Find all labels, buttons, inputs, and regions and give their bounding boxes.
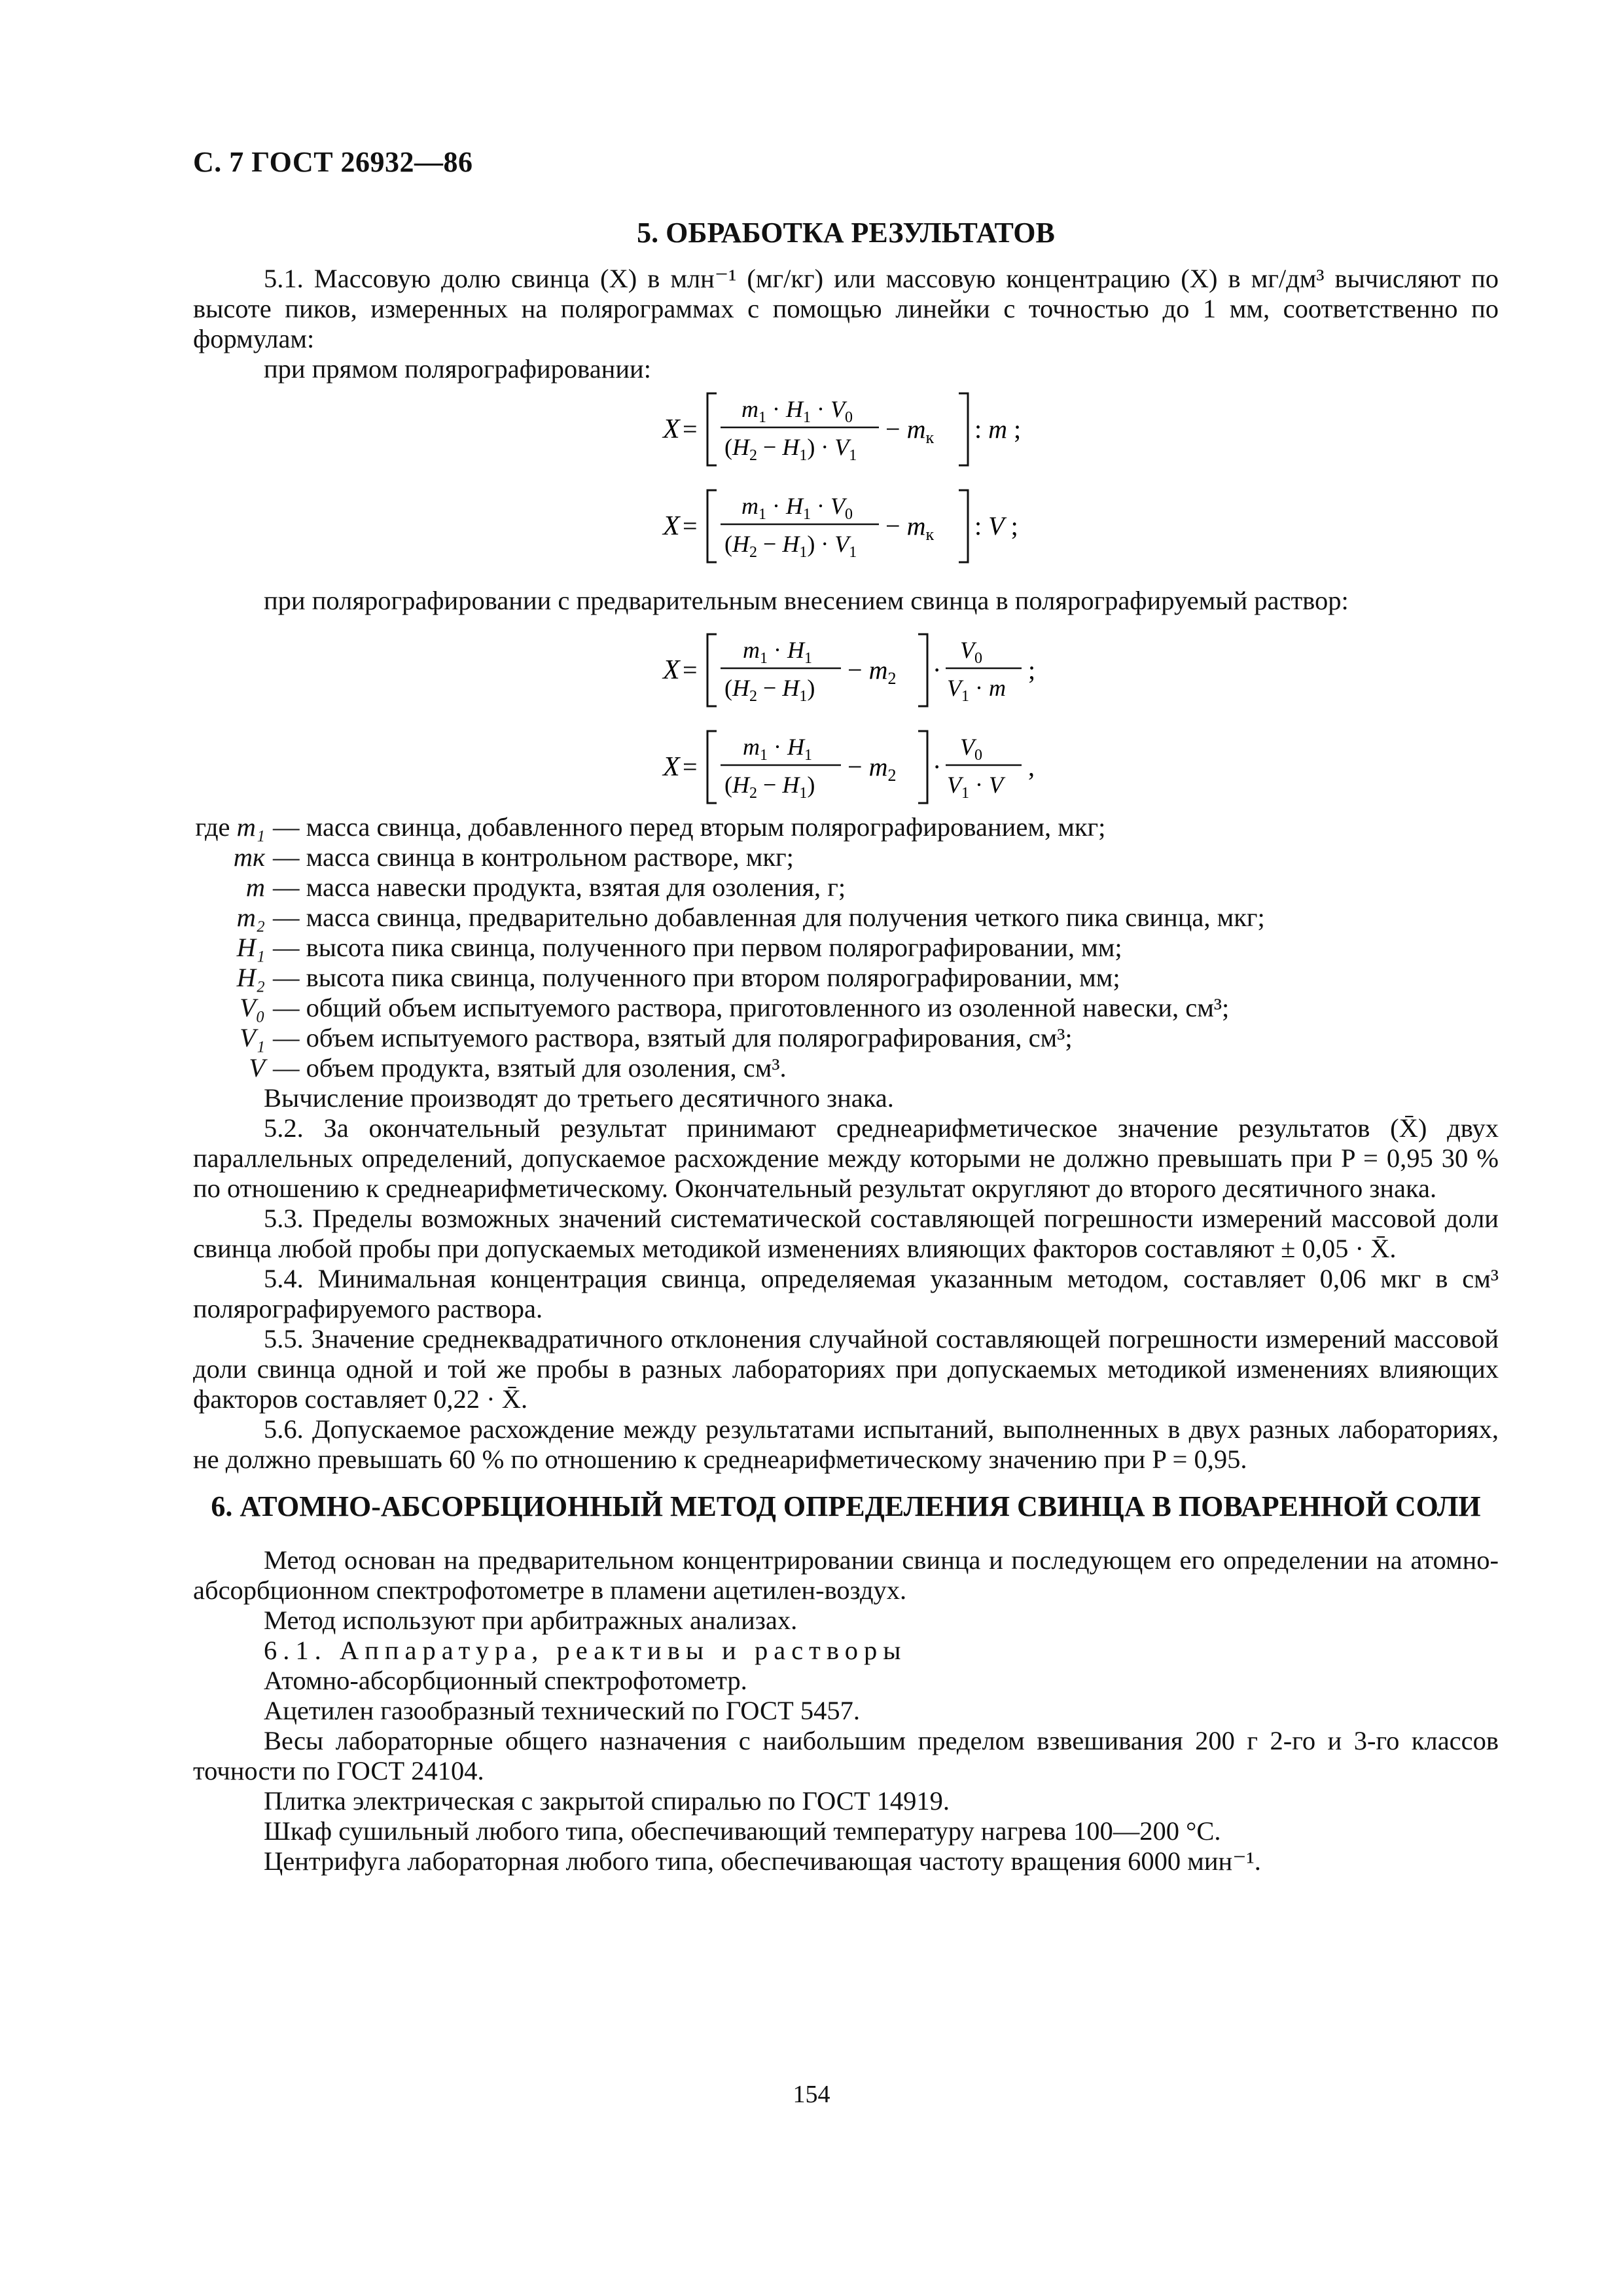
definition-text: — общий объем испытуемого раствора, приготовленного из озоленной навески, см³; (273, 993, 1230, 1022)
subsection-6-1-title: 6.1. Аппаратура, реактивы и растворы (264, 1636, 907, 1665)
paragraph-5-4: 5.4. Минимальная концентрация свинца, определяемая указанным методом, составляет 0,06 мкг в см³ полярографируемого раствора. (193, 1264, 1499, 1323)
svg-text:− m2: − $m_2$ (847, 655, 897, 688)
svg-text:·: · (933, 655, 942, 685)
definition-item (193, 842, 1499, 872)
definition-item (193, 903, 1499, 933)
definition-item (193, 812, 1499, 842)
svg-text:X: X (663, 655, 680, 685)
definition-text: — масса свинца, предварительно добавленная для получения четкого пика свинца, мкг; (273, 903, 1265, 932)
page-header: С. 7 ГОСТ 26932—86 (193, 146, 473, 178)
method-description: Метод основан на предварительном концентрировании свинца и последующем его определении на атомно-абсорбционном спектрофотометре в пламени ацетилен-воздух. (193, 1545, 1499, 1605)
definition-item (193, 1023, 1499, 1053)
svg-text:V1 · V: $V_1 \cdot V$ (947, 772, 1003, 802)
svg-text:(H2 − H1) · V1: $(H_2 - H_1) \cdot V_1$ (724, 531, 857, 561)
equipment-item: Ацетилен газообразный технический по ГОСТ 5457. (264, 1696, 861, 1725)
equipment-item: Плитка электрическая с закрытой спиралью по ГОСТ 14919. (264, 1786, 950, 1816)
paragraph-5-5: 5.5. Значение среднеквадратичного отклонения случайной составляющей погрешности измерений массовой доли свинца одной и той же пробы в разных лабораториях при допускаемых методикой изменениях влияющих факторов составляет 0,22 · X̄. (193, 1324, 1499, 1414)
svg-text:;: ; (1028, 655, 1036, 685)
formula-preliminary-per-mass (193, 625, 1499, 710)
equipment-item: Весы лабораторные общего назначения с наибольшим пределом взвешивания 200 г 2-го и 3-го классов точности по ГОСТ 24104. (193, 1726, 1499, 1785)
equipment-item: Атомно-абсорбционный спектрофотометр. (264, 1666, 747, 1695)
definition-text: — масса свинца, добавленного перед вторым полярографированием, мкг; (273, 812, 1106, 842)
symbol-definitions (193, 812, 1499, 1083)
svg-text:− m2: − $m_2$ (847, 752, 897, 785)
definition-text: — масса свинца в контрольном растворе, мкг; (273, 842, 794, 872)
definition-text: — объем продукта, взятый для озоления, см³. (273, 1053, 787, 1083)
svg-text:=: = (683, 414, 698, 444)
svg-text:(H2 − H1) · V1: $(H_2 - H_1) \cdot V_1$ (724, 434, 857, 464)
section-6-title: 6. АТОМНО-АБСОРБЦИОННЫЙ МЕТОД ОПРЕДЕЛЕНИЯ СВИНЦА В ПОВАРЕННОЙ СОЛИ (211, 1490, 1481, 1522)
paragraph-5-6: 5.6. Допускаемое расхождение между результатами испытаний, выполненных в двух разных лабораториях, не должно превышать 60 % по отношению к среднеарифметическому значению при P = 0,95. (193, 1414, 1499, 1474)
svg-text:X: X (663, 511, 680, 541)
definition-item (193, 933, 1499, 963)
definition-symbol: mк (233, 842, 265, 872)
formula-preliminary-per-volume (193, 722, 1499, 807)
svg-text:− mк: − $m_к$ (885, 511, 935, 544)
paragraph-5-1: 5.1. Массовую долю свинца (X) в млн⁻¹ (мг/кг) или массовую концентрацию (X) в мг/дм³ вычисляют по высоте пиков, измеренных на полярограммах с помощью линейки с точностью до 1 мм, соответственно по формулам: (193, 264, 1499, 353)
definition-text: — высота пика свинца, полученного при первом полярографировании, мм; (273, 933, 1122, 962)
definition-item (193, 993, 1499, 1023)
formula-direct-per-mass (193, 384, 1499, 469)
svg-text:(H2 − H1): $(H_2 - H_1)$ (724, 675, 815, 705)
where-label: где (195, 812, 230, 842)
svg-text:=: = (683, 655, 698, 685)
svg-text:·: · (933, 752, 942, 781)
svg-text:: m ;: : m ; (974, 414, 1022, 444)
svg-text:V0: $V_0$ (960, 734, 982, 764)
svg-text:V1 · m: $V_1 \cdot m$ (947, 675, 1006, 705)
section-5-title: 5. ОБРАБОТКА РЕЗУЛЬТАТОВ (637, 217, 1055, 249)
svg-text:X: X (663, 414, 680, 444)
definition-symbol: V (249, 1053, 265, 1083)
svg-text:m1 · H1 · V0: $m_1 \cdot H_1 \cdot V_0$ (741, 493, 853, 523)
svg-text:X: X (663, 752, 680, 782)
page-number: 154 (793, 2081, 830, 2108)
definition-item (193, 1053, 1499, 1083)
definition-symbol: V₁ (240, 1023, 265, 1052)
definition-symbol: m (245, 872, 265, 902)
method-usage: Метод используют при арбитражных анализах. (264, 1605, 798, 1635)
definition-text: — масса навески продукта, взятая для озоления, г; (273, 872, 846, 902)
paragraph-5-3: 5.3. Пределы возможных значений систематической составляющей погрешности измерений массовой доли свинца любой пробы при допускаемых методикой изменениях влияющих факторов составляют ± 0,05 · X̄. (193, 1204, 1499, 1263)
svg-text:(H2 − H1): $(H_2 - H_1)$ (724, 772, 815, 802)
definition-symbol: m₁ (236, 812, 265, 842)
svg-text:,: , (1028, 752, 1035, 781)
svg-text:=: = (683, 752, 698, 781)
document-page (193, 147, 1499, 1876)
definition-text: — объем испытуемого раствора, взятый для полярографирования, см³; (273, 1023, 1073, 1052)
svg-text:m1 · H1: $m_1 \cdot H_1$ (743, 637, 812, 667)
equipment-item: Шкаф сушильный любого типа, обеспечивающий температуру нагрева 100—200 °С. (264, 1816, 1221, 1846)
svg-text:− mк: − $m_к$ (885, 414, 935, 447)
definition-symbol: m₂ (236, 903, 265, 932)
svg-text:m1 · H1: $m_1 \cdot H_1$ (743, 734, 812, 764)
calculation-note: Вычисление производят до третьего десятичного знака. (264, 1083, 894, 1113)
svg-text:m1 · H1 · V0: $m_1 \cdot H_1 \cdot V_0$ (741, 396, 853, 426)
definition-item (193, 872, 1499, 903)
definition-item (193, 963, 1499, 993)
equipment-item: Центрифуга лабораторная любого типа, обеспечивающая частоту вращения 6000 мин⁻¹. (264, 1846, 1261, 1876)
svg-text:V0: $V_0$ (960, 637, 982, 667)
svg-text:=: = (683, 511, 698, 541)
direct-polarography-label: при прямом полярографировании: (264, 354, 651, 384)
svg-text:: V ;: : V ; (974, 511, 1018, 541)
paragraph-5-2: 5.2. За окончательный результат принимают среднеарифметическое значение результатов (X̄) двух параллельных определений, допускаемое расхождение между которыми не должно превышать при P = 0,95 30 % по отношению к среднеарифметическому. Окончательный результат округляют до второго десятичного знака. (193, 1113, 1499, 1203)
definition-symbol: V₀ (240, 993, 265, 1022)
definition-text: — высота пика свинца, полученного при втором полярографировании, мм; (273, 963, 1120, 992)
definition-symbol: H₂ (236, 963, 265, 992)
formula-direct-per-volume (193, 481, 1499, 566)
definition-symbol: H₁ (236, 933, 265, 962)
preliminary-polarography-label: при полярографировании с предварительным внесением свинца в полярографируемый раствор: (264, 586, 1349, 615)
